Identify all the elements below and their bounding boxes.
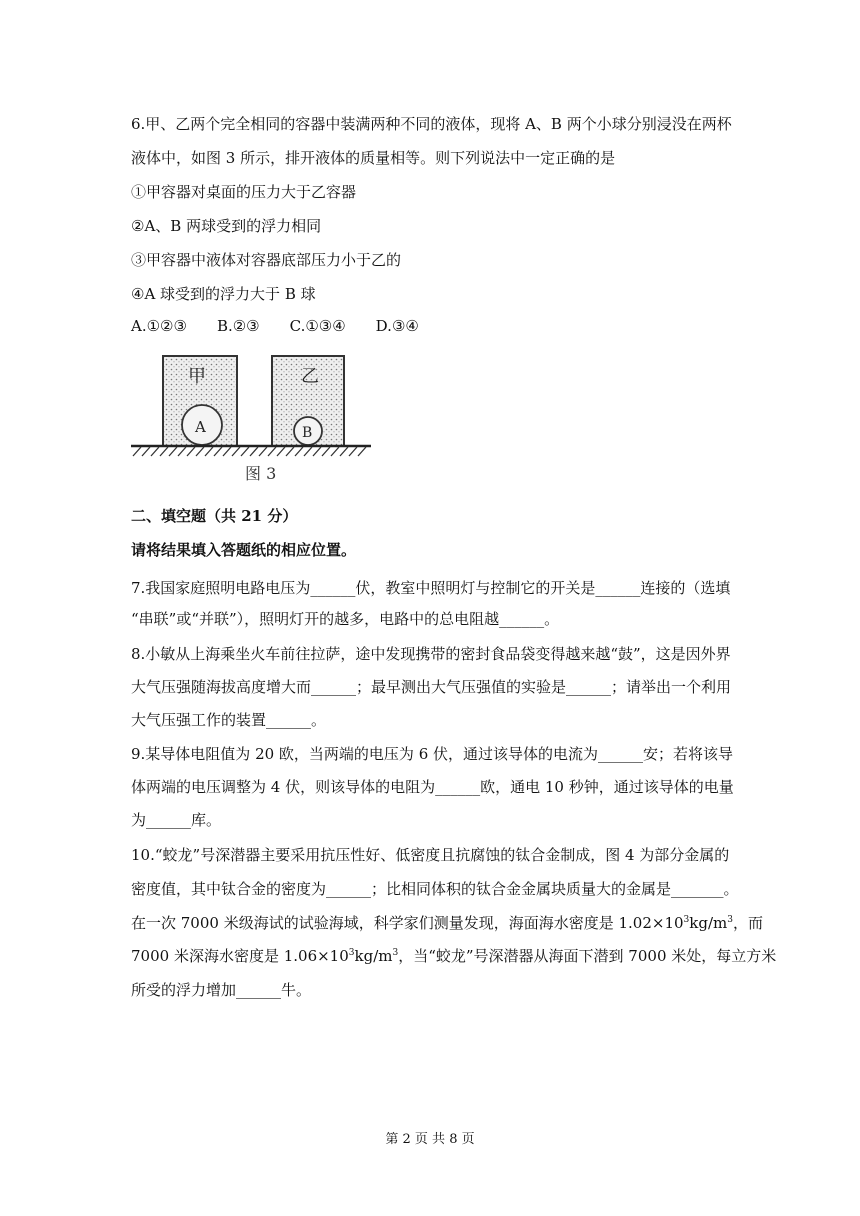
label-yi: 乙: [301, 366, 319, 387]
q10-line5: 所受的浮力增加______牛。: [131, 981, 312, 999]
q10-line3-text-a: 在一次 7000 米级海试的试验海域，科学家们测量发现，海面海水密度是 1.02×10: [131, 914, 684, 932]
q6-option-2: ②A、B 两球受到的浮力相同: [131, 217, 322, 235]
q10-line3: [131, 913, 763, 933]
q6-line2: 液体中，如图 3 所示，排开液体的质量相等。则下列说法中一定正确的是: [131, 149, 616, 167]
page-footer: 第 2 页 共 8 页: [385, 1132, 475, 1147]
q10-line4-sup2: 3: [392, 948, 399, 958]
q6-choices: A.①②③ B.②③ C.①③④ D.③④: [131, 317, 419, 335]
q10-line3-text-c: ，而: [732, 914, 763, 932]
q9-line1: 9.某导体电阻值为 20 欧，当两端的电压为 6 伏，通过该导体的电流为______安；若将该导: [131, 745, 734, 763]
figure-3-containers: [125, 348, 375, 496]
q7-line2: “串联”或“并联”），照明灯开的越多，电路中的总电阻越______。: [131, 610, 560, 628]
q6-option-4: ④A 球受到的浮力大于 B 球: [131, 285, 316, 303]
q10-line3-sup2: 3: [727, 915, 733, 925]
ball-a-label: A: [195, 418, 206, 436]
q9-line2: 体两端的电压调整为 4 伏，则该导体的电阻为______欧，通电 10 秒钟，通过该导体的电量: [131, 778, 734, 796]
q10-line1: 10.“蛟龙”号深潜器主要采用抗压性好、低密度且抗腐蚀的钛合金制成，图 4 为部分金属的: [131, 846, 730, 864]
q8-line1: 8.小敏从上海乘坐火车前往拉萨，途中发现携带的密封食品袋变得越来越“鼓”，这是因外界: [131, 645, 731, 663]
q6-option-3: ③甲容器中液体对容器底部压力小于乙的: [131, 251, 402, 269]
q6-line1: 6.甲、乙两个完全相同的容器中装满两种不同的液体，现将 A、B 两个小球分别浸没在两杯: [131, 115, 732, 133]
q10-line3-sup: 3: [683, 915, 690, 925]
ground-hatching: [133, 447, 366, 456]
q10-line4-text-a: 7000 米深海水密度是 1.06×10: [131, 947, 349, 965]
q10-line3-text-b: kg/m: [689, 914, 728, 932]
q7-line1: 7.我国家庭照明电路电压为______伏，教室中照明灯与控制它的开关是______连接的（选填: [131, 579, 731, 597]
q6-option-1: ①甲容器对桌面的压力大于乙容器: [131, 183, 357, 201]
ball-b-label: B: [302, 425, 313, 441]
q8-line2: 大气压强随海拔高度增大而______；最早测出大气压强值的实验是______；请举出一个利用: [131, 678, 732, 696]
q10-line2: 密度值，其中钛合金的密度为______；比相同体积的钛合金金属块质量大的金属是_______。: [131, 880, 739, 898]
q9-line3: 为______库。: [131, 811, 222, 829]
q8-line3: 大气压强工作的装置______。: [131, 711, 327, 729]
q10-line4: [131, 946, 776, 966]
label-jia: 甲: [188, 366, 206, 387]
q10-line4-text-c: ，当“蛟龙”号深潜器从海面下潜到 7000 米处，每立方米: [398, 947, 777, 965]
q10-line4-text-b: kg/m: [354, 947, 393, 965]
section-2-heading: 二、填空题（共 21 分）: [131, 507, 298, 525]
q10-line4-sup: 3: [348, 948, 355, 958]
figure-caption: 图 3: [245, 464, 277, 483]
section-2-instruction: 请将结果填入答题纸的相应位置。: [131, 541, 357, 559]
